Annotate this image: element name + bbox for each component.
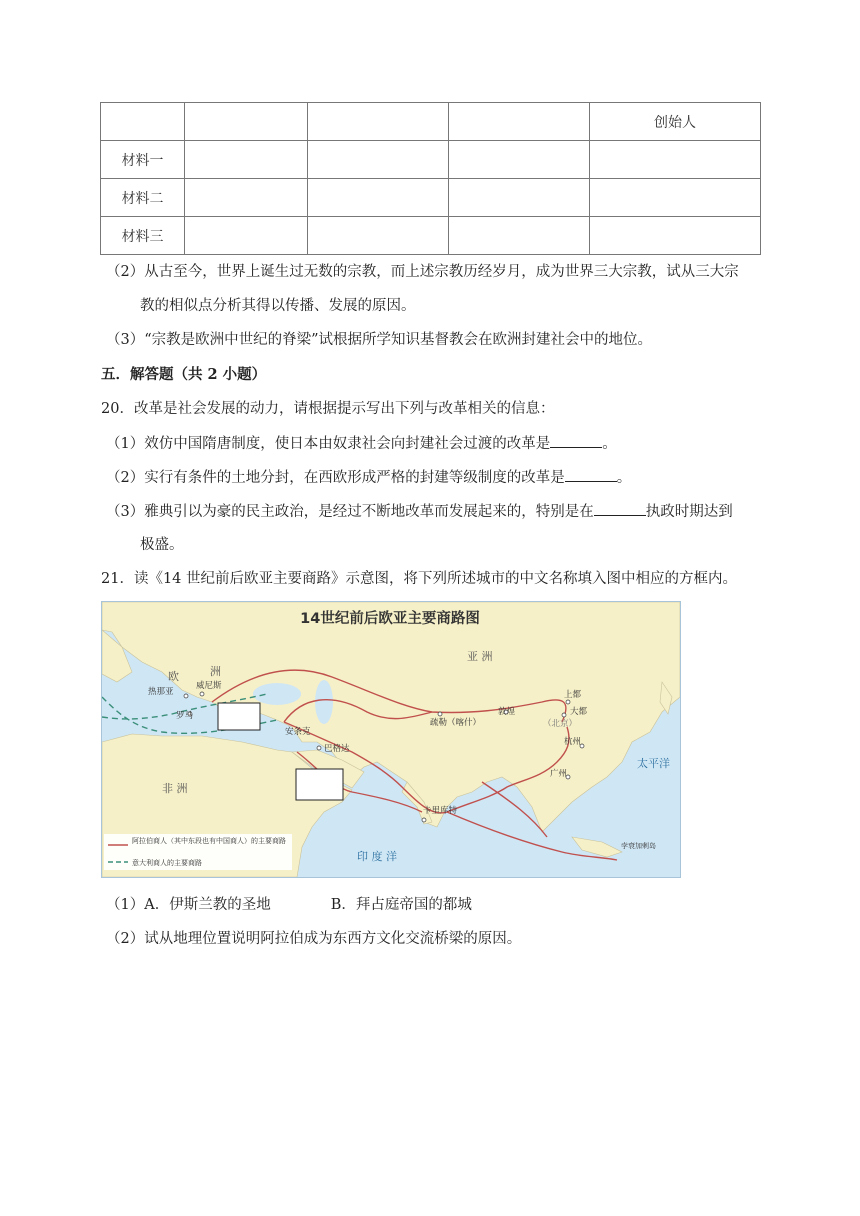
city-dot: [317, 746, 321, 750]
table-cell: [101, 103, 185, 141]
label-europe: 欧: [168, 670, 179, 683]
city-dot: [562, 713, 566, 717]
q20-part3-text: （3）雅典引以为豪的民主政治，是经过不断地改革而发展起来的，特别是在: [106, 504, 594, 520]
table-cell[interactable]: [308, 179, 449, 217]
table-cell: [308, 103, 449, 141]
city-guangzhou: 广州: [550, 769, 568, 779]
table-cell[interactable]: [590, 179, 761, 217]
answer-box-b[interactable]: [218, 703, 260, 730]
city-venice: 威尼斯: [196, 681, 222, 691]
q20-part2-text: （2）实行有条件的土地分封，在西欧形成严格的封建等级制度的改革是: [106, 470, 565, 486]
map-canvas: [102, 602, 680, 877]
q20-part3-line2: 极盛。: [140, 537, 184, 553]
city-kashgar: 疏勒（喀什）: [430, 718, 482, 728]
q21-part1-a: （1）A．伊斯兰教的圣地: [106, 897, 271, 913]
city-dadu: 大都: [570, 707, 588, 717]
q21-part1: [106, 895, 472, 915]
q20-part3: [106, 501, 733, 522]
city-dunhuang: 敦煌: [498, 707, 516, 717]
legend-arab: 阿拉伯商人（其中东段也有中国商人）的主要商路: [132, 837, 286, 845]
city-beijing: （北京）: [543, 719, 578, 729]
table-header-founder: 创始人: [590, 103, 761, 141]
row-label: 材料一: [101, 141, 185, 179]
table-cell[interactable]: [185, 179, 308, 217]
table-cell[interactable]: [185, 141, 308, 179]
city-genoa: 热那亚: [148, 687, 174, 697]
table-row: [101, 141, 761, 179]
row-label: 材料三: [101, 217, 185, 255]
city-antioch: 安条克: [285, 727, 311, 737]
label-asia: 亚 洲: [467, 650, 493, 663]
q20-part1: [106, 433, 617, 454]
table-cell[interactable]: [185, 217, 308, 255]
q20-intro: 20．改革是社会发展的动力，请根据提示写出下列与改革相关的信息：: [101, 401, 555, 417]
row-label: 材料二: [101, 179, 185, 217]
city-dot: [184, 694, 188, 698]
label-pacific: 太平洋: [637, 757, 670, 770]
answer-blank[interactable]: [565, 467, 617, 482]
q20-part2-end: 。: [616, 470, 632, 486]
q19-part2-line2: 教的相似点分析其得以传播、发展的原因。: [140, 298, 416, 314]
table-cell[interactable]: [449, 141, 590, 179]
table-row: [101, 179, 761, 217]
map-title: 14世纪前后欧亚主要商路图: [300, 611, 480, 627]
city-baghdad: 巴格达: [324, 744, 350, 754]
religion-table: [100, 102, 761, 255]
trade-route-map: [101, 601, 681, 878]
table-cell[interactable]: [590, 217, 761, 255]
table-cell[interactable]: [308, 217, 449, 255]
table-cell[interactable]: [449, 217, 590, 255]
table-cell[interactable]: [590, 141, 761, 179]
q19-part3: （3）“宗教是欧洲中世纪的脊梁”试根据所学知识基督教会在欧洲封建社会中的地位。: [106, 332, 653, 348]
city-calicut: 卡里库特: [423, 806, 458, 816]
map-legend: [104, 834, 292, 870]
black-sea: [253, 683, 301, 705]
city-malacca: 孛衰加剌岛: [621, 842, 656, 850]
legend-italian: 意大利商人的主要商路: [132, 859, 202, 867]
q20-part3-end: 执政时期达到: [645, 504, 733, 520]
table-cell[interactable]: [449, 179, 590, 217]
city-rome: 罗马: [176, 711, 194, 721]
city-dot: [566, 700, 570, 704]
label-indian-ocean: 印 度 洋: [357, 850, 397, 863]
city-dot: [200, 692, 204, 696]
table-row: [101, 103, 761, 141]
caspian-sea: [315, 680, 333, 724]
answer-blank[interactable]: [594, 501, 646, 516]
q20-part1-end: 。: [602, 436, 617, 452]
answer-blank[interactable]: [550, 433, 602, 448]
table-row: [101, 217, 761, 255]
q21-part2: （2）试从地理位置说明阿拉伯成为东西方文化交流桥梁的原因。: [106, 931, 522, 947]
label-africa: 非 洲: [162, 782, 188, 795]
table-cell[interactable]: [308, 141, 449, 179]
city-dot: [422, 818, 426, 822]
section-heading: 五．解答题（共 2 小题）: [101, 366, 267, 383]
city-hangzhou: 杭州: [564, 737, 582, 747]
table-cell: [449, 103, 590, 141]
q20-part1-text: （1）效仿中国隋唐制度，使日本由奴隶社会向封建社会过渡的改革是: [106, 436, 551, 452]
q20-part2: [106, 467, 631, 488]
city-shangdu: 上都: [564, 690, 582, 700]
table-cell: [185, 103, 308, 141]
q21-intro: 21．读《14 世纪前后欧亚主要商路》示意图，将下列所述城市的中文名称填入图中相应的方框内。: [101, 571, 738, 587]
city-dot: [438, 712, 442, 716]
q19-part2-line1: （2）从古至今，世界上诞生过无数的宗教，而上述宗教历经岁月，成为世界三大宗教，试从三大宗: [106, 264, 739, 280]
label-europe-2: 洲: [210, 665, 221, 678]
answer-box-a[interactable]: [296, 769, 343, 800]
q21-part1-b: B．拜占庭帝国的都城: [330, 897, 472, 913]
